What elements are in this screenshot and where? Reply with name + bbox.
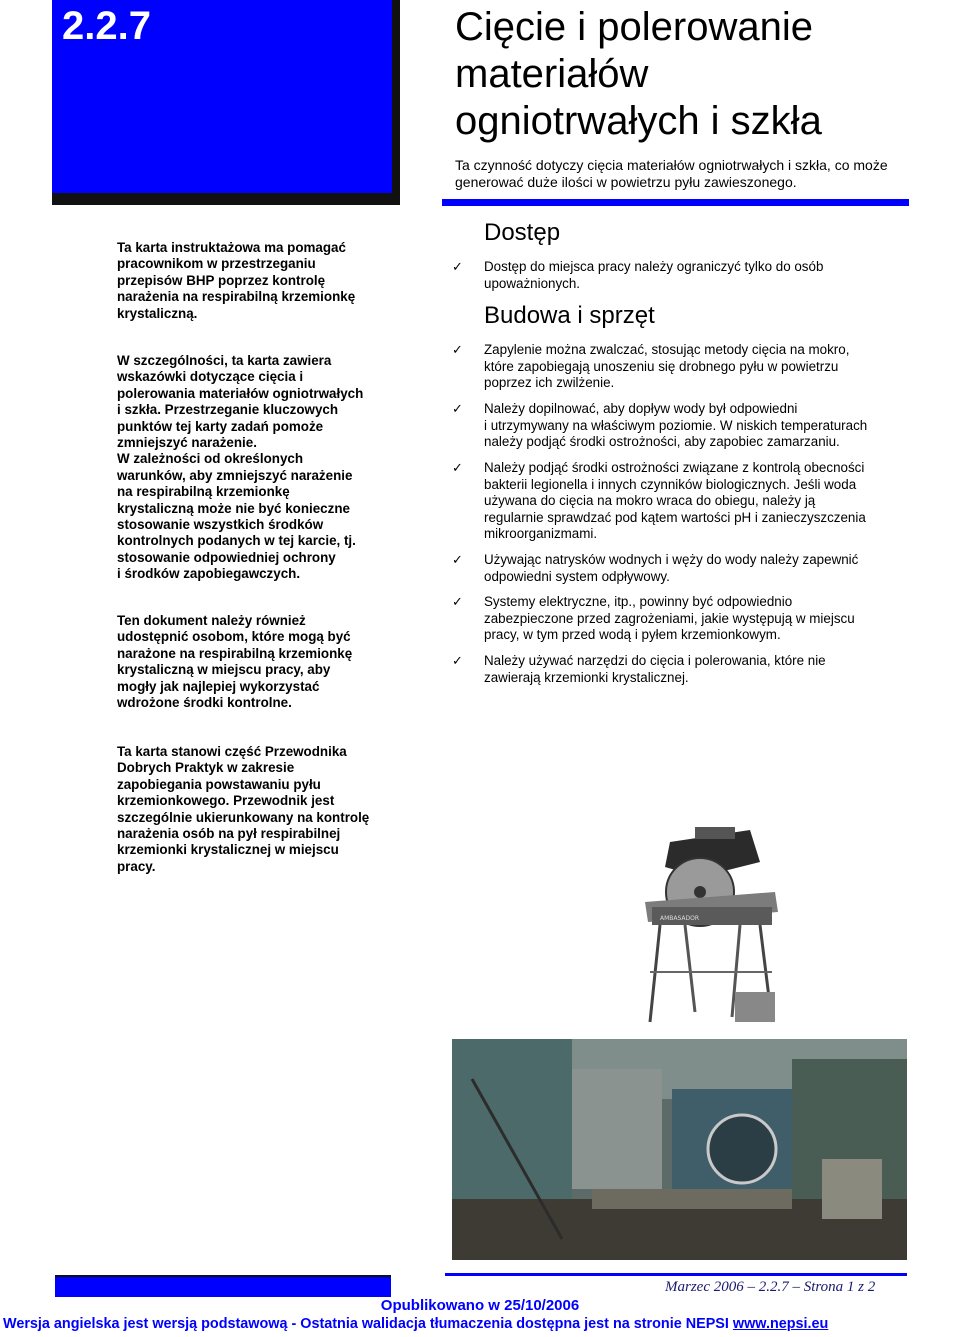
intro-text — [455, 157, 925, 191]
paragraph-line: zapobiegania powstawaniu pyłu — [117, 776, 321, 792]
paragraph-line: W szczególności, ta karta zawiera — [117, 353, 332, 368]
checkmark-icon: ✓ — [452, 401, 463, 416]
paragraph-line: polerowania materiałów ogniotrwałych — [117, 385, 364, 401]
paragraph-line: na respirabilną krzemionkę — [117, 484, 290, 500]
bullet-line: Należy podjąć środki ostrożności związane z kontrolą obecności — [484, 460, 865, 475]
bullet-text — [484, 401, 900, 451]
paragraph-line: i szkła. Przestrzeganie kluczowych — [117, 402, 339, 418]
paragraph-line: mogły jak najlepiej wykorzystać — [117, 678, 320, 694]
checkmark-icon: ✓ — [452, 259, 463, 274]
paragraph-line: Ta karta instruktażowa ma pomagać — [117, 240, 346, 255]
bullet-line: odpowiedni system odpływowy. — [484, 568, 670, 584]
paragraph-line: Dobrych Praktyk w zakresie — [117, 760, 295, 776]
paragraph-line: przepisów BHP poprzez kontrolę — [117, 272, 326, 288]
box-shadow — [392, 0, 400, 205]
paragraph-line: udostępnić osobom, które mogą być — [117, 629, 351, 645]
intro-line: Ta czynność dotyczy cięcia materiałów ogniotrwałych i szkła, co może — [455, 157, 888, 173]
paragraph-line: pracy. — [117, 858, 156, 874]
bullet-text — [484, 594, 900, 644]
footer-page-info: Marzec 2006 – 2.2.7 – Strona 1 z 2 — [665, 1279, 876, 1295]
bullet-text — [484, 259, 900, 292]
title-line: Cięcie i polerowanie — [455, 5, 813, 49]
paragraph-line: krystaliczną. — [117, 305, 198, 321]
heading-equipment: Budowa i sprzęt — [484, 302, 655, 329]
paragraph-line: krystaliczną w miejscu pracy, aby — [117, 662, 331, 678]
checkmark-icon: ✓ — [452, 653, 463, 668]
header-divider — [442, 199, 909, 206]
paragraph-line: pracownikom w przestrzeganiu — [117, 256, 316, 272]
saw-machine-photo — [640, 822, 782, 1028]
bullet-line: zabezpieczone przed zagrożeniami, jakie występują w miejscu — [484, 610, 855, 626]
footer-divider — [445, 1273, 907, 1276]
saw-brand-label: AMBASADOR — [660, 915, 700, 922]
intro-line: generować duże ilości w powietrzu pyłu zawieszonego. — [455, 174, 797, 190]
paragraph-line: kontrolnych podanych w tej karcie, tj. — [117, 533, 356, 549]
left-paragraph-purpose — [117, 240, 383, 322]
footer-bar — [55, 1275, 391, 1297]
paragraph-line: narażenia osób na pył respirabilnej — [117, 826, 341, 842]
paragraph-line: stosowanie odpowiedniej ochrony — [117, 549, 336, 565]
paragraph-line: i środków zapobiegawczych. — [117, 566, 301, 582]
workshop-photo — [452, 1039, 907, 1260]
paragraph-line: krzemionkowego. Przewodnik jest — [117, 793, 335, 809]
title-line: materiałów — [455, 52, 649, 96]
bullet-line: zawierają krzemionki krystalicznej. — [484, 669, 689, 685]
footer-version-text: Wersja angielska jest wersją podstawową - Ostatnia walidacja tłumaczenia dostępna jest na stronie NEPSI — [3, 1316, 733, 1332]
bullet-line: należy podjąć środki ostrożności, aby zapobiec zamarzaniu. — [484, 434, 840, 449]
bullet-line: regularnie sprawdzać pod kątem wartości pH i zanieczyszczenia — [484, 509, 866, 525]
bullet-line: używana do cięcia na mokro wraca do obiegu, należy ją — [484, 493, 816, 508]
title-line: ogniotrwałych i szkła — [455, 99, 822, 143]
bullet-line: upoważnionych. — [484, 275, 581, 291]
left-paragraph-scope — [117, 353, 383, 583]
paragraph-line: wskazówki dotyczące cięcia i — [117, 369, 304, 385]
bullet-line: Należy dopilnować, aby dopływ wody był odpowiedni — [484, 401, 798, 416]
left-paragraph-guide — [117, 744, 383, 875]
paragraph-line: W zależności od określonych — [117, 451, 304, 467]
bullet-text — [484, 342, 900, 392]
paragraph-line: Ta karta stanowi część Przewodnika — [117, 744, 347, 759]
bullet-line: i utrzymywany na właściwym poziomie. W niskich temperaturach — [484, 417, 868, 433]
paragraph-line: narażenia na respirabilną krzemionkę — [117, 289, 356, 305]
paragraph-line: warunków, aby zmniejszyć narażenie — [117, 467, 353, 483]
paragraph-line: krystaliczną może nie być konieczne — [117, 500, 350, 516]
left-paragraph-distribution — [117, 613, 383, 711]
footer-published-date: Opublikowano w 25/10/2006 — [380, 1297, 580, 1314]
bullet-line: mikroorganizmami. — [484, 526, 598, 541]
paragraph-line: krzemionki krystalicznej w miejscu — [117, 842, 339, 858]
box-shadow — [52, 193, 392, 205]
bullet-text — [484, 552, 900, 585]
paragraph-line: narażone na respirabilną krzemionkę — [117, 645, 353, 661]
bullet-line: Należy używać narzędzi do cięcia i polerowania, które nie — [484, 653, 826, 668]
paragraph-line: Ten dokument należy również — [117, 613, 306, 628]
bullet-line: Zapylenie można zwalczać, stosując metody cięcia na mokro, — [484, 342, 850, 357]
footer-bar-edge — [55, 1275, 391, 1277]
checkmark-icon: ✓ — [452, 342, 463, 357]
bullet-line: które zapobiegają unoszeniu się drobnego pyłu w powietrzu — [484, 358, 839, 374]
bullet-line: pracy, w tym przed wodą i pyłem krzemionkowym. — [484, 627, 781, 642]
bullet-line: Dostęp do miejsca pracy należy ograniczyć tylko do osób — [484, 259, 824, 274]
checkmark-icon: ✓ — [452, 460, 463, 475]
nepsi-link[interactable]: www.nepsi.eu — [732, 1316, 829, 1332]
paragraph-line: szczególnie ukierunkowany na kontrolę — [117, 809, 370, 825]
bullet-text — [484, 460, 900, 543]
bullet-line: poprzez ich zwilżenie. — [484, 375, 615, 390]
paragraph-line: punktów tej karty zadań pomoże — [117, 418, 324, 434]
bullet-line: Systemy elektryczne, itp., powinny być odpowiednio — [484, 594, 793, 609]
paragraph-line: zmniejszyć narażenie. — [117, 435, 257, 451]
paragraph-line: wdrożone środki kontrolne. — [117, 695, 292, 711]
bullet-line: bakterii legionella i innych czynników biologicznych. Jeśli woda — [484, 476, 857, 492]
footer-version-note — [3, 1316, 828, 1332]
checkmark-icon: ✓ — [452, 594, 463, 609]
heading-access: Dostęp — [484, 219, 561, 246]
paragraph-line: stosowanie wszystkich środków — [117, 517, 324, 533]
section-number: 2.2.7 — [62, 4, 151, 48]
page-title — [455, 4, 935, 145]
bullet-text — [484, 653, 900, 686]
bullet-line: Używając natrysków wodnych i węży do wody należy zapewnić — [484, 552, 859, 567]
checkmark-icon: ✓ — [452, 552, 463, 567]
